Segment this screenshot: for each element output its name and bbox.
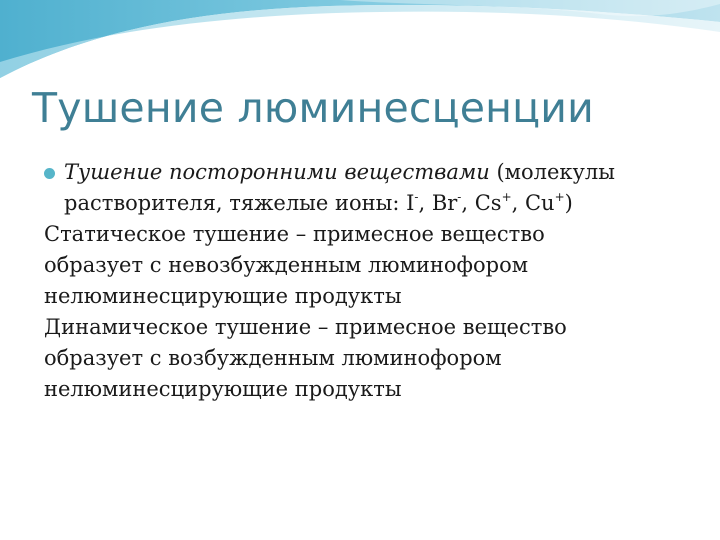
bullet-dot-icon xyxy=(44,168,55,179)
ion-charge-copper: + xyxy=(554,190,565,204)
bullet-italic-term: Тушение посторонними веществами xyxy=(64,160,490,184)
dynamic-quenching-line-1: Динамическое тушение – примесное вещество xyxy=(44,315,567,339)
header-wave-decoration xyxy=(0,0,720,90)
ion-charge-iodide: - xyxy=(414,190,419,204)
dynamic-quenching-line-2: образует с возбужденным люминофором xyxy=(44,346,502,370)
ion-charge-cesium: + xyxy=(501,190,512,204)
bullet-ions-text-1: растворителя, тяжелые ионы: I xyxy=(64,191,415,215)
static-quenching-line-2: образует с невозбужденным люминофором xyxy=(44,253,529,277)
static-quenching-line-3: нелюминесцирующие продукты xyxy=(44,284,402,308)
paragraph-static-quenching xyxy=(44,219,704,312)
ion-charge-bromide: - xyxy=(457,190,462,204)
bullet-ions-text-2: , Br xyxy=(418,191,458,215)
bullet-line-1-rest: (молекулы xyxy=(489,160,615,184)
slide-title: Тушение люминесценции xyxy=(32,84,594,132)
bullet-item-quenching-by-substances xyxy=(44,157,704,219)
dynamic-quenching-line-3: нелюминесцирующие продукты xyxy=(44,377,402,401)
bullet-line-1 xyxy=(64,157,704,188)
bullet-ions-text-3: , Cs xyxy=(461,191,502,215)
bullet-line-2 xyxy=(64,188,704,219)
bullet-ions-text-4: , Cu xyxy=(511,191,555,215)
static-quenching-line-1: Статическое тушение – примесное вещество xyxy=(44,222,545,246)
bullet-ions-text-5: ) xyxy=(564,191,573,215)
slide-content xyxy=(44,157,704,405)
paragraph-dynamic-quenching xyxy=(44,312,704,405)
